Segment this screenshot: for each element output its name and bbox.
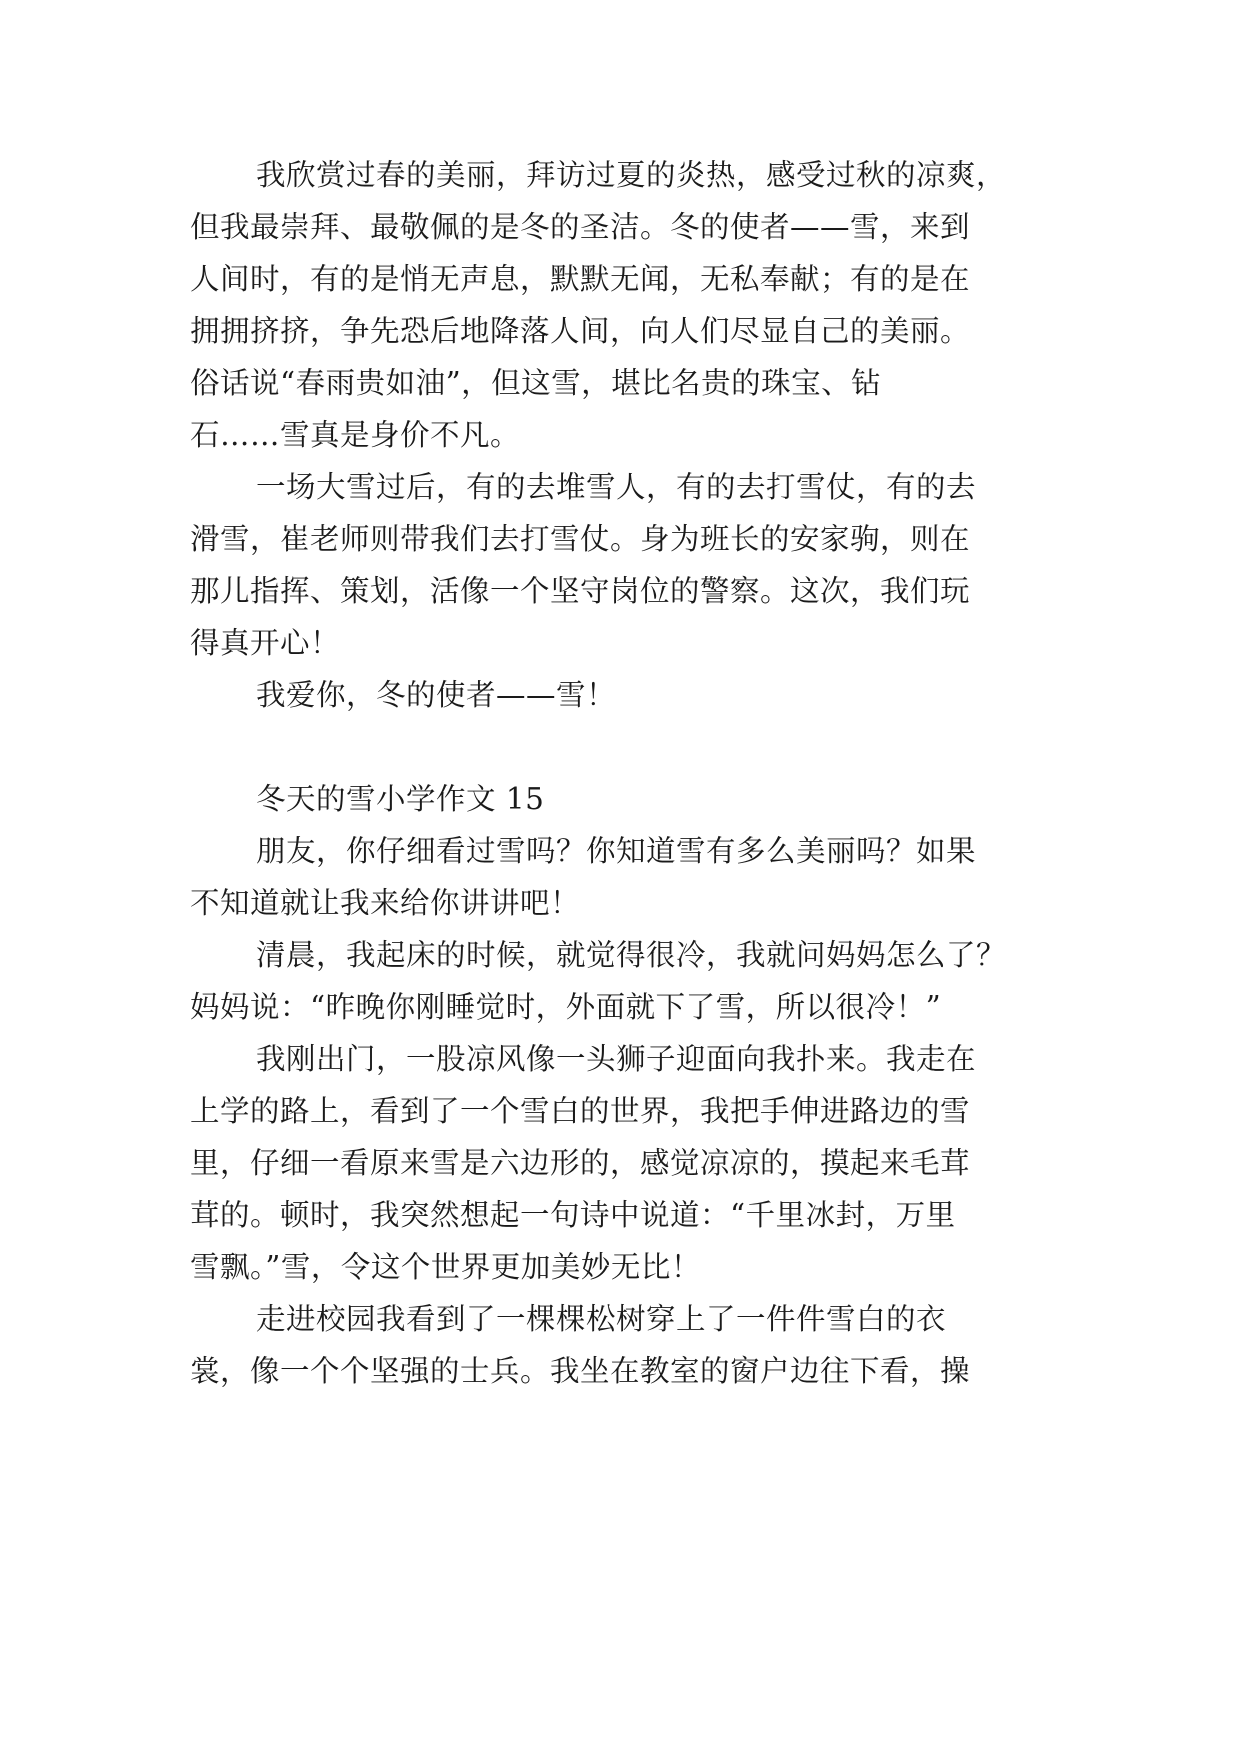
text-line: 得真开心！ bbox=[190, 626, 341, 660]
text-line: 上学的路上，看到了一个雪白的世界，我把手伸进路边的雪 bbox=[190, 1094, 971, 1128]
text-line: 人间时，有的是悄无声息，默默无闻，无私奉献；有的是在 bbox=[190, 262, 971, 296]
text-line: 里，仔细一看原来雪是六边形的，感觉凉凉的，摸起来毛茸 bbox=[190, 1146, 971, 1180]
text-line: 不知道就让我来给你讲讲吧！ bbox=[190, 886, 581, 920]
text-line: 那儿指挥、策划，活像一个坚守岗位的警察。这次，我们玩 bbox=[190, 574, 971, 608]
text-line: 我爱你，冬的使者——雪！ bbox=[256, 678, 617, 712]
text-line: 石……雪真是身价不凡。 bbox=[190, 418, 521, 452]
text-line: 俗话说“春雨贵如油”，但这雪，堪比名贵的珠宝、钻 bbox=[190, 366, 882, 400]
text-line: 我刚出门，一股凉风像一头狮子迎面向我扑来。我走在 bbox=[256, 1042, 977, 1076]
text-line: 走进校园我看到了一棵棵松树穿上了一件件雪白的衣 bbox=[256, 1302, 947, 1336]
section-title: 冬天的雪小学作文 15 bbox=[256, 782, 545, 816]
text-line: 妈妈说：“昨晚你刚睡觉时，外面就下了雪，所以很冷！” bbox=[190, 990, 942, 1024]
text-line: 拥拥挤挤，争先恐后地降落人间，向人们尽显自己的美丽。 bbox=[190, 314, 971, 348]
text-line: 朋友，你仔细看过雪吗？你知道雪有多么美丽吗？如果 bbox=[256, 834, 977, 868]
text-line: 我欣赏过春的美丽，拜访过夏的炎热，感受过秋的凉爽， bbox=[256, 158, 1007, 192]
text-line: 一场大雪过后，有的去堆雪人，有的去打雪仗，有的去 bbox=[256, 470, 977, 504]
text-line: 茸的。顿时，我突然想起一句诗中说道：“千里冰封，万里 bbox=[190, 1198, 956, 1232]
text-line: 裳，像一个个坚强的士兵。我坐在教室的窗户边往下看，操 bbox=[190, 1354, 971, 1388]
text-line: 但我最崇拜、最敬佩的是冬的圣洁。冬的使者——雪，来到 bbox=[190, 210, 971, 244]
text-line: 滑雪，崔老师则带我们去打雪仗。身为班长的安家驹，则在 bbox=[190, 522, 971, 556]
text-line: 雪飘。”雪，令这个世界更加美妙无比！ bbox=[190, 1250, 701, 1284]
text-line: 清晨，我起床的时候，就觉得很冷，我就问妈妈怎么了？ bbox=[256, 938, 1007, 972]
